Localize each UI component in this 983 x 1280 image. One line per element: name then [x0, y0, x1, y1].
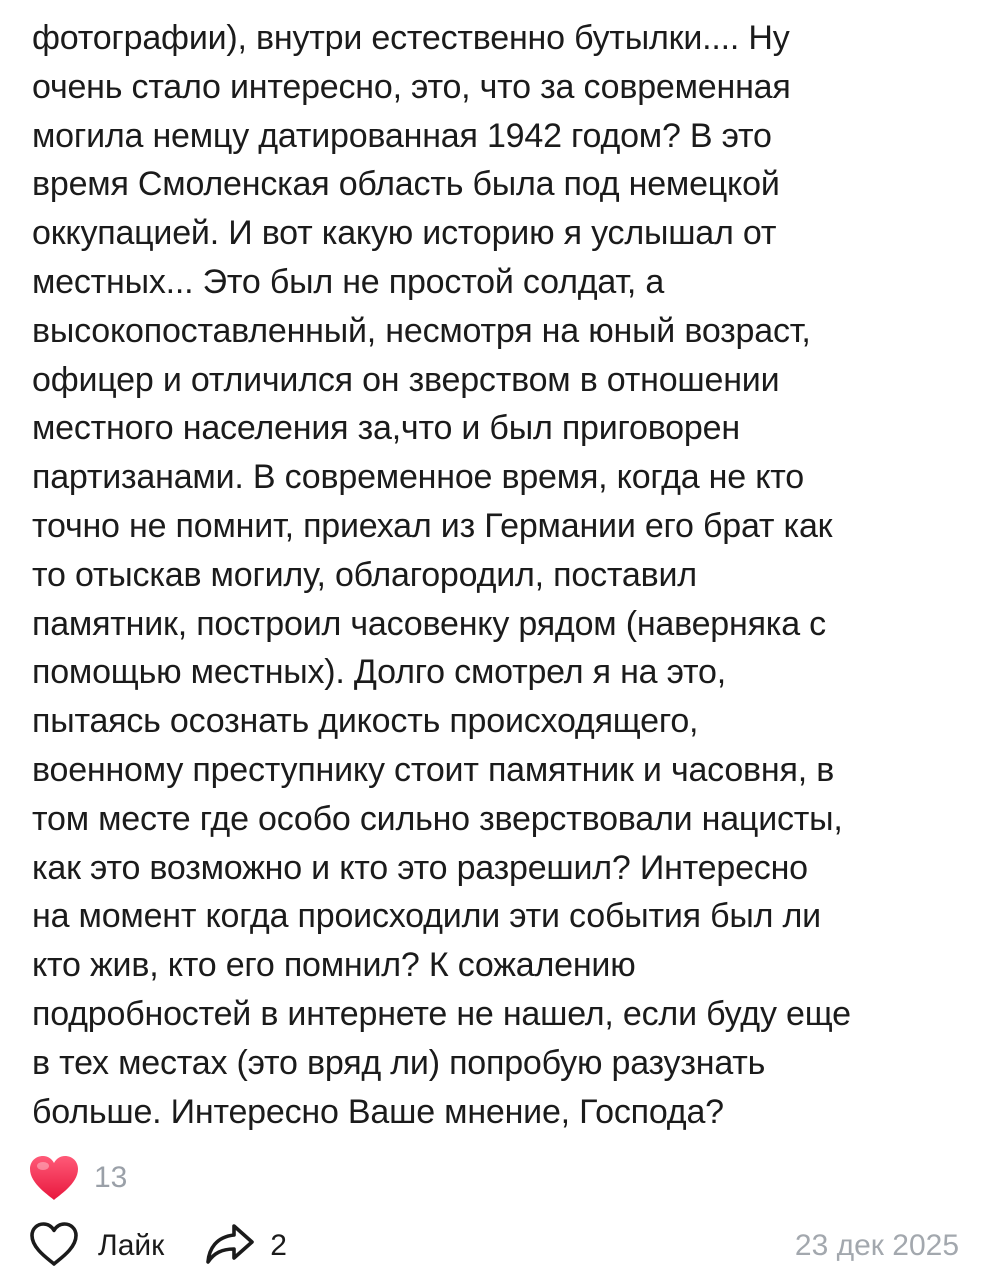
- post-action-bar: [28, 1218, 959, 1274]
- post-text-line: точно не помнит, приехал из Германии его брат как: [32, 506, 833, 545]
- reaction-count: 13: [94, 1161, 128, 1194]
- post-text-line: военному преступнику стоит памятник и часовня, в: [32, 750, 835, 789]
- heart-reaction-icon: [28, 1154, 80, 1202]
- post-text-line: могила немцу датированная 1942 годом? В это: [32, 116, 772, 155]
- post-text-line: то отыскав могилу, облагородил, поставил: [32, 555, 697, 594]
- post-text-line: кто жив, кто его помнил? К сожалению: [32, 946, 636, 985]
- post-text-line: больше. Интересно Ваше мнение, Господа?: [32, 1092, 724, 1131]
- post-text-line: оккупацией. И вот какую историю я услышал от: [32, 214, 777, 253]
- post-text-line: офицер и отличился он зверством в отношении: [32, 360, 780, 399]
- post-date: 23 дек 2025: [794, 1229, 959, 1262]
- post-text-line: партизанами. В современное время, когда не кто: [32, 458, 804, 497]
- like-button[interactable]: [28, 1220, 164, 1273]
- post-text-line: как это возможно и кто это разрешил? Интересно: [32, 848, 808, 887]
- post-text-line: пытаясь осознать дикость происходящего,: [32, 702, 699, 741]
- post-text-line: памятник, построил часовенку рядом (наверняка с: [32, 604, 826, 643]
- post-text-line: в тех местах (это вряд ли) попробую разузнать: [32, 1043, 766, 1082]
- share-button[interactable]: [204, 1220, 287, 1273]
- post-text-line: очень стало интересно, это, что за современная: [32, 67, 791, 106]
- post-text-line: высокопоставленный, несмотря на юный возраст,: [32, 311, 811, 350]
- reactions-summary[interactable]: [28, 1152, 127, 1204]
- like-label: Лайк: [98, 1229, 165, 1262]
- post-text-line: том месте где особо сильно зверствовали нацисты,: [32, 799, 843, 838]
- share-count: 2: [270, 1229, 287, 1262]
- post-text-line: время Смоленская область была под немецкой: [32, 165, 780, 204]
- post-text-line: местных... Это был не простой солдат, а: [32, 262, 665, 301]
- post-text-line: фотографии), внутри естественно бутылки.... Ну: [32, 19, 790, 57]
- heart-outline-icon: [28, 1220, 80, 1273]
- post-text: [32, 14, 972, 1136]
- post-text-line: на момент когда происходили эти события был ли: [32, 897, 821, 936]
- share-arrow-icon: [204, 1220, 256, 1273]
- post-text-line: помощью местных). Долго смотрел я на это,: [32, 653, 726, 692]
- post-text-line: подробностей в интернете не нашел, если буду еще: [32, 994, 851, 1033]
- post-text-line: местного населения за,что и был приговорен: [32, 409, 740, 448]
